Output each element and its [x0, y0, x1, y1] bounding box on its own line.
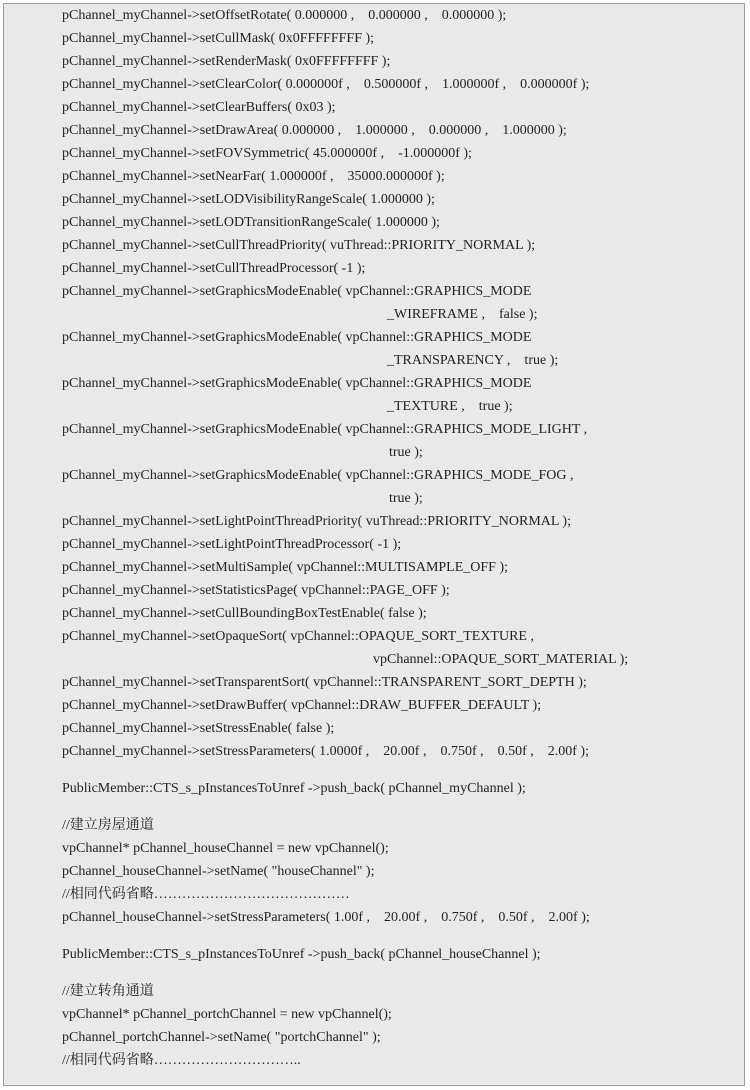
- code-line: PublicMember::CTS_s_pInstancesToUnref ->push_back( pChannel_houseChannel );: [62, 947, 541, 962]
- code-line: pChannel_myChannel->setMultiSample( vpChannel::MULTISAMPLE_OFF );: [62, 560, 509, 575]
- code-line: pChannel_myChannel->setGraphicsModeEnable( vpChannel::GRAPHICS_MODE_FOG ,: [62, 468, 574, 483]
- code-line-continuation: _TRANSPARENCY , true );: [387, 353, 559, 368]
- code-line-continuation: _TEXTURE , true );: [387, 399, 513, 414]
- code-line: pChannel_myChannel->setDrawArea( 0.000000 , 1.000000 , 0.000000 , 1.000000 );: [62, 123, 567, 138]
- code-line: pChannel_myChannel->setLODVisibilityRangeScale( 1.000000 );: [62, 192, 435, 207]
- code-line: pChannel_myChannel->setCullThreadProcessor( -1 );: [62, 261, 366, 276]
- code-line: pChannel_myChannel->setCullBoundingBoxTestEnable( false );: [62, 606, 427, 621]
- code-line: pChannel_myChannel->setGraphicsModeEnable( vpChannel::GRAPHICS_MODE: [62, 284, 532, 299]
- code-line: pChannel_houseChannel->setName( "houseChannel" );: [62, 864, 375, 879]
- code-line: pChannel_myChannel->setGraphicsModeEnable( vpChannel::GRAPHICS_MODE: [62, 376, 532, 391]
- code-line: pChannel_myChannel->setLightPointThreadProcessor( -1 );: [62, 537, 402, 552]
- code-line: pChannel_houseChannel->setStressParameters( 1.00f , 20.00f , 0.750f , 0.50f , 2.00f );: [62, 910, 590, 925]
- code-line: pChannel_myChannel->setGraphicsModeEnable( vpChannel::GRAPHICS_MODE: [62, 330, 532, 345]
- code-line: PublicMember::CTS_s_pInstancesToUnref ->push_back( pChannel_myChannel );: [62, 781, 526, 796]
- code-line: pChannel_myChannel->setGraphicsModeEnable( vpChannel::GRAPHICS_MODE_LIGHT ,: [62, 422, 588, 437]
- code-line: pChannel_myChannel->setOffsetRotate( 0.000000 , 0.000000 , 0.000000 );: [62, 8, 507, 23]
- code-comment: //相同代码省略……………………………………: [62, 887, 350, 902]
- code-comment: //相同代码省略…………………………..: [62, 1053, 301, 1068]
- code-listing: [3, 3, 745, 1086]
- code-comment: //建立房屋通道: [62, 818, 154, 833]
- code-line-continuation: _WIREFRAME , false );: [387, 307, 538, 322]
- code-line: pChannel_myChannel->setCullThreadPriority( vuThread::PRIORITY_NORMAL );: [62, 238, 536, 253]
- code-line: pChannel_myChannel->setStatisticsPage( vpChannel::PAGE_OFF );: [62, 583, 450, 598]
- code-line: pChannel_myChannel->setClearBuffers( 0x03 );: [62, 100, 336, 115]
- code-line: pChannel_myChannel->setOpaqueSort( vpChannel::OPAQUE_SORT_TEXTURE ,: [62, 629, 534, 644]
- code-line: pChannel_myChannel->setTransparentSort( vpChannel::TRANSPARENT_SORT_DEPTH );: [62, 675, 587, 690]
- code-line: pChannel_myChannel->setCullMask( 0x0FFFFFFFF );: [62, 31, 375, 46]
- code-line-continuation: true );: [389, 445, 423, 460]
- code-line: pChannel_myChannel->setClearColor( 0.000000f , 0.500000f , 1.000000f , 0.000000f );: [62, 77, 590, 92]
- code-line-continuation: vpChannel::OPAQUE_SORT_MATERIAL );: [373, 652, 629, 667]
- code-line: pChannel_myChannel->setStressParameters( 1.0000f , 20.00f , 0.750f , 0.50f , 2.00f );: [62, 744, 589, 759]
- code-line: pChannel_portchChannel->setName( "portchChannel" );: [62, 1030, 381, 1045]
- code-line: vpChannel* pChannel_portchChannel = new vpChannel();: [62, 1007, 392, 1022]
- code-line: pChannel_myChannel->setFOVSymmetric( 45.000000f , -1.000000f );: [62, 146, 472, 161]
- code-line: pChannel_myChannel->setLODTransitionRangeScale( 1.000000 );: [62, 215, 440, 230]
- code-line: vpChannel* pChannel_houseChannel = new vpChannel();: [62, 841, 389, 856]
- code-line: pChannel_myChannel->setStressEnable( false );: [62, 721, 335, 736]
- code-line: pChannel_myChannel->setRenderMask( 0x0FFFFFFFF );: [62, 54, 391, 69]
- code-line: pChannel_myChannel->setDrawBuffer( vpChannel::DRAW_BUFFER_DEFAULT );: [62, 698, 542, 713]
- code-line: pChannel_myChannel->setLightPointThreadPriority( vuThread::PRIORITY_NORMAL );: [62, 514, 571, 529]
- code-comment: //建立转角通道: [62, 984, 154, 999]
- code-line-continuation: true );: [389, 491, 423, 506]
- code-line: pChannel_myChannel->setNearFar( 1.000000f , 35000.000000f );: [62, 169, 445, 184]
